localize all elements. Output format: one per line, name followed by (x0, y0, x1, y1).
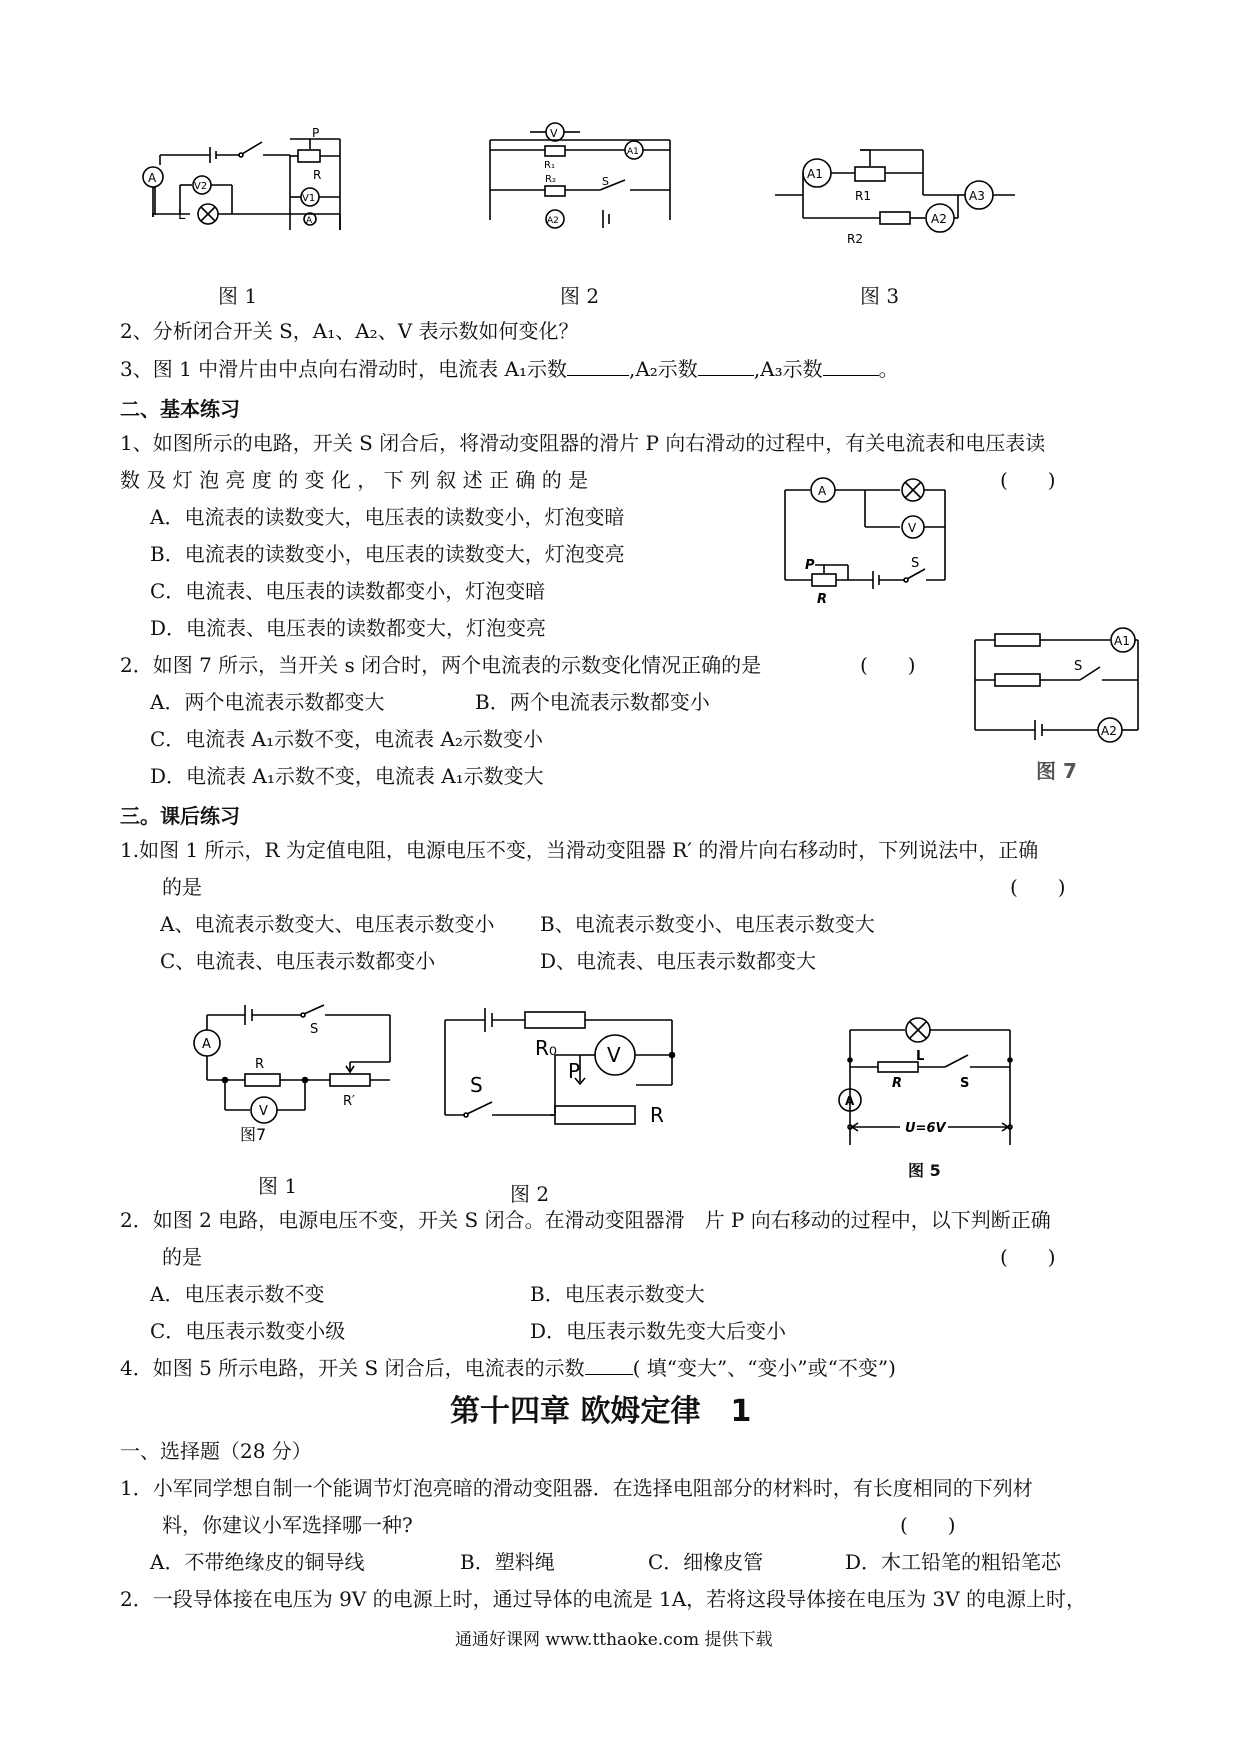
s3-q1-option-c: C、电流表、电压表示数都变小 (160, 949, 436, 973)
label-A2: A2 (1101, 724, 1117, 738)
circuit-figure-1 (150, 125, 390, 250)
label-L: L (916, 1049, 925, 1064)
ch-q1-option-a: A．不带绝缘皮的铜导线 (150, 1550, 365, 1574)
label-S: S (911, 556, 920, 571)
chapter-section-1: 一、选择题（28 分） (120, 1439, 312, 1463)
s2-q2-answer-paren: ( ) (860, 653, 916, 677)
circuit-s3-figure-5 (830, 1005, 1030, 1145)
label-R0: R₀ (535, 1036, 557, 1060)
label-A: A (818, 484, 827, 498)
circuit-figure-2 (490, 120, 680, 235)
figure-3-caption: 图 3 (860, 284, 900, 308)
label-S: S (602, 175, 609, 188)
s3-q1-option-b: B、电流表示数变小、电压表示数变大 (540, 912, 875, 936)
label-U: U=6V (905, 1121, 946, 1136)
label-R2: R₂ (545, 174, 556, 185)
s3-figure-1-caption: 图 1 (258, 1174, 298, 1198)
s2-q1-option-a: A．电流表的读数变大，电压表的读数变小，灯泡变暗 (150, 505, 625, 529)
label-R: R (817, 592, 828, 607)
s2-q1-line2: 数 及 灯 泡 亮 度 的 变 化 ， 下 列 叙 述 正 确 的 是 (120, 468, 589, 492)
label-V1: V1 (302, 193, 316, 204)
label-A2: A2 (547, 216, 559, 226)
circuit-s2-q1 (785, 475, 965, 607)
label-V: V (908, 521, 917, 535)
circuit-s3-figure-2 (440, 1000, 680, 1145)
ch-q1-line1: 1．小军同学想自制一个能调节灯泡亮暗的滑动变阻器．在选择电阻部分的材料时，有长度相同的下列材 (120, 1476, 1033, 1500)
ch-q1-answer-paren: ( ) (900, 1513, 956, 1537)
label-S: S (1074, 659, 1083, 674)
label-S: S (310, 1022, 319, 1037)
label-A: A (148, 171, 157, 185)
section-2-heading: 二、基本练习 (120, 397, 240, 421)
circuit-s3-figure-1 (190, 1000, 400, 1145)
s3-q2-option-c: C．电压表示数变小级 (150, 1319, 346, 1343)
ch-q1-option-d: D．木工铅笔的粗铅笔芯 (845, 1550, 1062, 1574)
label-R1: R₁ (544, 160, 555, 171)
label-R: R (255, 1057, 265, 1072)
s3-q1-answer-paren: ( ) (1010, 875, 1066, 899)
s3-q2-line2: 的是 (162, 1245, 202, 1269)
label-A-small: A (306, 216, 313, 226)
s3-q2-option-b: B．电压表示数变大 (530, 1282, 705, 1306)
s3-q2-line1: 2．如图 2 电路，电源电压不变，开关 S 闭合。在滑动变阻器滑 片 P 向右移动的过程中，以下判断正确 (120, 1208, 1051, 1232)
label-Rprime: R′ (343, 1094, 355, 1109)
s2-q2-stem: 2．如图 7 所示，当开关 s 闭合时，两个电流表的示数变化情况正确的是 (120, 653, 762, 677)
label-V: V (607, 1043, 621, 1067)
s2-q2-option-a: A．两个电流表示数都变大 (150, 690, 385, 714)
question-3-fill: 3、图 1 中滑片由中点向右滑动时，电流表 A₁示数 ,A₂示数 ,A₃示数 。 (120, 357, 899, 381)
ch-q2-line1: 2．一段导体接在电压为 9V 的电源上时，通过导体的电流是 1A，若将这段导体接在电压为 3V 的电源上时， (120, 1587, 1087, 1611)
label-V2: V2 (194, 181, 208, 192)
label-R1: R1 (855, 189, 871, 203)
ch-q1-line2: 料，你建议小军选择哪一种? (162, 1513, 413, 1537)
label-S: S (470, 1073, 483, 1097)
s3-q2-option-d: D．电压表示数先变大后变小 (530, 1319, 787, 1343)
s3-figure-2-caption: 图 2 (510, 1182, 550, 1206)
figure-7-caption: 图 7 (1036, 759, 1077, 783)
label-V: V (259, 1104, 268, 1119)
s2-q2-option-d: D．电流表 A₁示数不变，电流表 A₁示数变大 (150, 764, 544, 788)
label-P: P (312, 126, 320, 140)
ch-q1-option-c: C．细橡皮管 (648, 1550, 764, 1574)
label-A2: A2 (931, 212, 947, 226)
figure-1-caption: 图 1 (218, 284, 258, 308)
s3-q4-fill: 4．如图 5 所示电路，开关 S 闭合后，电流表的示数 ( 填“变大”、“变小”或“不变”) (120, 1356, 896, 1380)
circuit-figure-7 (970, 625, 1150, 745)
label-R: R (650, 1103, 664, 1127)
label-A1: A1 (627, 147, 639, 157)
label-A3: A3 (969, 189, 985, 203)
question-2-analyze: 2、分析闭合开关 S，A₁、A₂、V 表示数如何变化？ (120, 319, 579, 343)
label-A: A (202, 1037, 211, 1052)
s2-q2-option-b: B．两个电流表示数都变小 (475, 690, 710, 714)
s3-figure-5-caption: 图 5 (908, 1161, 941, 1180)
label-figure7-inner: 图7 (240, 1125, 267, 1144)
s3-q2-option-a: A．电压表示数不变 (150, 1282, 325, 1306)
s2-q1-option-d: D．电流表、电压表的读数都变大，灯泡变亮 (150, 616, 547, 640)
s3-q1-line1: 1.如图 1 所示，R 为定值电阻，电源电压不变，当滑动变阻器 R′ 的滑片向右移动时，下列说法中，正确 (120, 838, 1039, 862)
label-V: V (550, 127, 558, 140)
s3-q1-option-d: D、电流表、电压表示数都变大 (540, 949, 817, 973)
chapter-title: 第十四章 欧姆定律 1 (450, 1394, 752, 1429)
s2-q2-option-c: C．电流表 A₁示数不变，电流表 A₂示数变小 (150, 727, 543, 751)
circuit-figure-3 (775, 140, 1015, 250)
s2-q1-option-c: C．电流表、电压表的读数都变小，灯泡变暗 (150, 579, 546, 603)
s3-q1-option-a: A、电流表示数变大、电压表示数变小 (160, 912, 495, 936)
label-A1: A1 (807, 167, 823, 181)
label-S: S (960, 1076, 970, 1091)
label-P: P (568, 1059, 581, 1083)
figure-2-caption: 图 2 (560, 284, 600, 308)
label-R2: R2 (847, 232, 863, 246)
label-L: L (178, 208, 186, 223)
footer-credit: 通通好课网 www.tthaoke.com 提供下载 (455, 1630, 773, 1650)
label-R: R (892, 1076, 903, 1091)
s2-q1-answer-paren: ( ) (1000, 468, 1056, 492)
label-A1: A1 (1114, 634, 1130, 648)
s2-q1-line1: 1、如图所示的电路，开关 S 闭合后，将滑动变阻器的滑片 P 向右滑动的过程中，有关电流表和电压表读 (120, 431, 1046, 455)
section-3-heading: 三。课后练习 (120, 804, 240, 828)
s2-q1-option-b: B．电流表的读数变小，电压表的读数变大，灯泡变亮 (150, 542, 625, 566)
label-R: R (313, 168, 322, 182)
label-A: A (845, 1094, 855, 1108)
ch-q1-option-b: B．塑料绳 (460, 1550, 555, 1574)
label-P: P (805, 558, 815, 573)
s3-q2-answer-paren: ( ) (1000, 1245, 1056, 1269)
s3-q1-line2: 的是 (162, 875, 202, 899)
